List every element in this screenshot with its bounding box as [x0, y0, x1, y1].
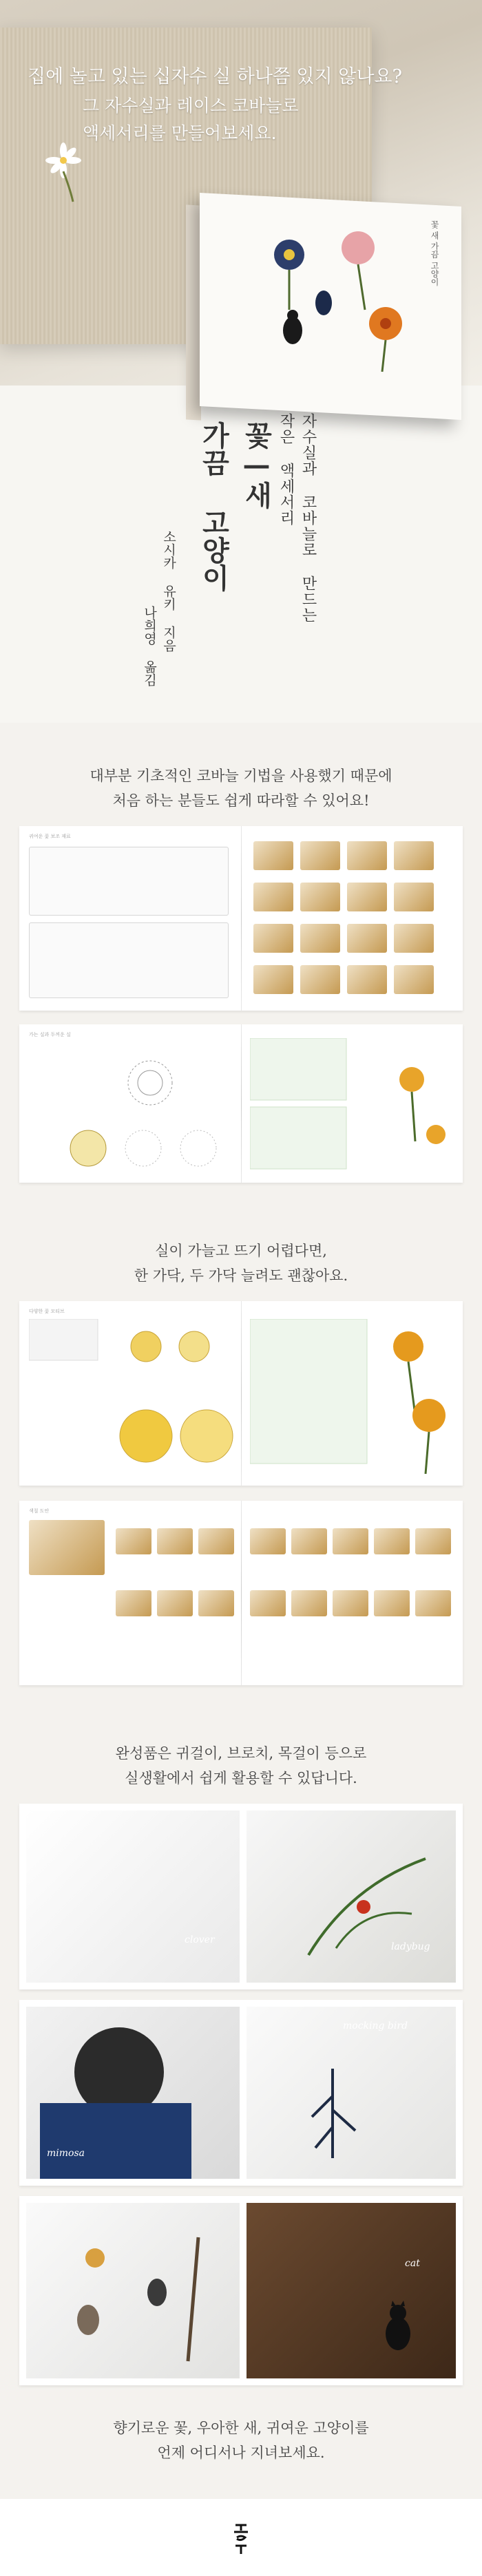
photo-spread-1 [19, 1804, 463, 1989]
section1-caption [0, 764, 482, 813]
step-photo [116, 1528, 151, 1554]
main-title-line-2: 가끔 고양이 [198, 421, 230, 591]
step-photo [291, 1590, 327, 1616]
hero-subtitle [83, 92, 299, 147]
step-photo [253, 965, 293, 994]
mimosa-icon [302, 2062, 364, 2165]
photo-spread-3 [19, 2196, 463, 2385]
step-photo [29, 1520, 105, 1575]
step-photo [157, 1590, 193, 1616]
step-photo [253, 883, 293, 911]
step-photo [333, 1590, 368, 1616]
section4-caption-line: 언제 어디서나 지녀보세요. [157, 2444, 325, 2461]
diagram-panel [29, 922, 229, 998]
section3-caption [0, 1742, 482, 1791]
section2-caption-line: 실이 가늘고 뜨기 어렵다면, [155, 1243, 327, 1259]
spread-instructions-1 [19, 826, 463, 1011]
step-photo [415, 1528, 451, 1554]
cat-brooches-icon [47, 2224, 219, 2368]
step-photo [157, 1528, 193, 1554]
author: 소시카 유키 지음 [161, 530, 176, 652]
section3-caption-line: 실생활에서 쉽게 활용할 수 있답니다. [125, 1769, 357, 1786]
wood-floor-photo [247, 2203, 456, 2378]
model-sweater [40, 2103, 191, 2179]
page-fold [241, 1301, 242, 1486]
step-photo [347, 965, 387, 994]
step-photo [291, 1528, 327, 1554]
sunflower-motifs-icon [29, 1319, 235, 1477]
spread-motifs [19, 1301, 463, 1486]
step-photo [198, 1590, 234, 1616]
cat-icon [377, 2299, 419, 2354]
step-photo [253, 924, 293, 953]
step-photo [300, 883, 340, 911]
page-fold [241, 826, 242, 1011]
crochet-motifs-icon [262, 227, 427, 379]
step-photo [374, 1590, 410, 1616]
spread-header: 색칠 도안 [29, 1508, 50, 1514]
step-photo [394, 924, 434, 953]
spread-instructions-2 [19, 1024, 463, 1183]
section4-caption [0, 2416, 482, 2465]
step-photo [253, 841, 293, 870]
spread-header: 귀여운 꽃 보조 재료 [29, 834, 71, 839]
photo-label: clover [185, 1934, 215, 1945]
section2-caption-line: 한 가닥, 두 가닥 늘려도 괜찮아요. [134, 1267, 348, 1284]
page-fold [241, 1501, 242, 1685]
section1-caption-line: 처음 하는 분들도 쉽게 따라할 수 있어요! [112, 792, 370, 809]
hero-tagline: 집에 놀고 있는 십자수 실 하나쯤 있지 않나요? [28, 66, 403, 87]
photo-label: cat [405, 2258, 420, 2269]
step-photo [300, 841, 340, 870]
step-photo [374, 1528, 410, 1554]
spread-header: 다양한 꽃 모티브 [29, 1309, 65, 1314]
step-photo [347, 924, 387, 953]
flower-chart-icon [250, 1038, 453, 1176]
subtitle-line-1: 자수실과 코바늘로 만드는 [300, 413, 317, 623]
step-photo [250, 1528, 286, 1554]
step-photo [347, 841, 387, 870]
step-photo [300, 924, 340, 953]
subtitle-line-2: 작은 액세서리 [277, 413, 295, 526]
photo-label: ladybug [391, 1941, 430, 1952]
hero-section [0, 0, 482, 723]
spread-coloring [19, 1501, 463, 1685]
hero-sub-line-2: 액세서리를 만들어보세요. [83, 123, 277, 143]
photo-label: mimosa [47, 2148, 85, 2159]
hands-photo [26, 1810, 240, 1983]
book-cover-title: 꽃 새 가끔 고양이 [430, 220, 439, 286]
step-photo [394, 841, 434, 870]
step-photo [300, 965, 340, 994]
daisy-icon [43, 141, 105, 203]
step-photo [250, 1590, 286, 1616]
section4-caption-line: 향기로운 꽃, 우아한 새, 귀여운 고양이를 [113, 2420, 369, 2436]
step-photo [333, 1528, 368, 1554]
step-photo [198, 1528, 234, 1554]
section1-caption-line: 대부분 기초적인 코바늘 기법을 사용했기 때문에 [90, 768, 392, 784]
crochet-chart-icon [33, 1045, 233, 1176]
sunflower-chart-icon [250, 1319, 457, 1477]
translator: 나희영 옮김 [142, 606, 157, 686]
step-photo [347, 883, 387, 911]
diagram-panel [29, 847, 229, 916]
step-photo [415, 1590, 451, 1616]
section2-caption [0, 1239, 482, 1288]
step-photo [394, 965, 434, 994]
spread-header: 가는 실과 두꺼운 실 [29, 1032, 71, 1037]
photo-label: mocking bird [343, 2020, 408, 2031]
main-title-line-1: 꽃—새 [240, 421, 273, 509]
page-fold [241, 1024, 242, 1183]
publisher-logo-icon [230, 2521, 252, 2557]
hero-sub-line-1: 그 자수실과 레이스 코바늘로 [83, 96, 299, 116]
section3-caption-line: 완성품은 귀걸이, 브로치, 목걸이 등으로 [115, 1745, 367, 1762]
step-photo [394, 883, 434, 911]
step-photo [116, 1590, 151, 1616]
photo-spread-2 [19, 2000, 463, 2186]
book-spine [186, 204, 201, 420]
